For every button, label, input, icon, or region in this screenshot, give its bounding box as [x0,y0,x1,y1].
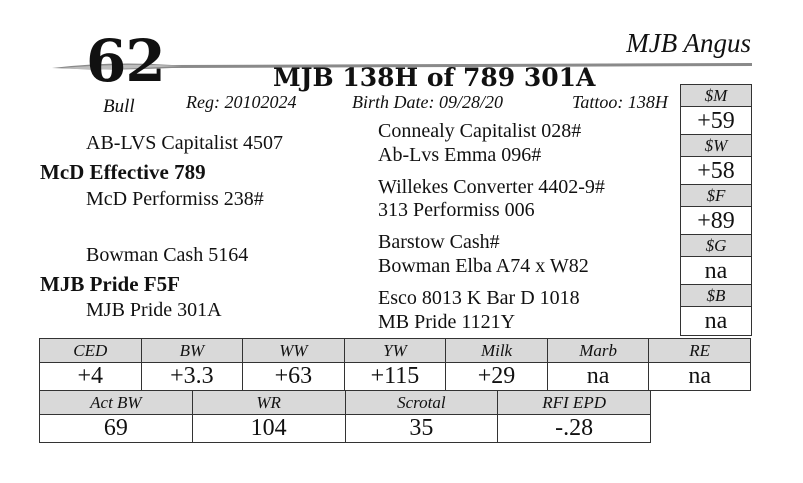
index-label-b: $B [681,285,751,307]
actual-label-scrotal: Scrotal [345,391,498,415]
index-value-b: na [704,308,728,334]
pedigree-dam-sire-dam: Bowman Elba A74 x W82 [378,255,589,277]
actual-header-row [40,391,651,415]
epd-header-row [40,339,751,363]
index-value-w: +58 [681,157,751,185]
index-label-w: $W [681,135,751,157]
epd-label-milk: Milk [446,339,548,363]
epd-label-ww: WW [243,339,345,363]
epd-value-marb: na [547,363,649,391]
epd-table-actual [39,390,651,443]
epd-value-bw: +3.3 [141,363,243,391]
registration-number: Reg: 20102024 [186,92,297,112]
actual-value-act-bw: 69 [40,415,193,443]
pedigree-dam: MJB Pride F5F [40,272,180,296]
index-label-f: $F [681,185,751,207]
pedigree-dam-sire: Bowman Cash 5164 [86,244,249,266]
epd-label-marb: Marb [547,339,649,363]
index-label-m: $M [681,85,751,107]
pedigree-sire: McD Effective 789 [40,160,206,184]
pedigree-sire-sire-dam: Ab-Lvs Emma 096# [378,144,542,166]
epd-label-ced: CED [40,339,142,363]
pedigree-sire-sire-sire: Connealy Capitalist 028# [378,120,582,142]
actual-value-rfi-epd: -.28 [498,415,651,443]
animal-sex: Bull [103,96,135,117]
epd-table-main [39,338,751,391]
pedigree-dam-sire-sire: Barstow Cash# [378,231,500,253]
pedigree-sire-dam-dam: 313 Performiss 006 [378,199,535,221]
lot-number: 62 [86,27,165,95]
epd-value-yw: +115 [344,363,446,391]
index-label-g: $G [681,235,751,257]
pedigree-sire-dam-sire: Willekes Converter 4402-9# [378,176,605,198]
epd-value-ced: +4 [40,363,142,391]
index-value-m: +59 [681,107,751,135]
pedigree-dam-dam-sire: Esco 8013 K Bar D 1018 [378,287,580,309]
epd-value-milk: +29 [446,363,548,391]
actual-label-wr: WR [192,391,345,415]
breeder-name: MJB Angus [626,28,751,58]
epd-label-yw: YW [344,339,446,363]
actual-label-act-bw: Act BW [40,391,193,415]
actual-label-rfi-epd: RFI EPD [498,391,651,415]
pedigree-sire-dam: McD Performiss 238# [86,188,264,210]
actual-value-row [40,415,651,443]
epd-value-row [40,363,751,391]
birth-date: Birth Date: 09/28/20 [352,92,503,112]
pedigree-dam-dam-dam: MB Pride 1121Y [378,311,516,333]
dollar-index-table [680,84,752,336]
actual-value-scrotal: 35 [345,415,498,443]
tattoo: Tattoo: 138H [572,92,668,112]
actual-value-wr: 104 [192,415,345,443]
pedigree-sire-sire: AB-LVS Capitalist 4507 [86,132,284,154]
epd-value-ww: +63 [243,363,345,391]
pedigree-dam-dam: MJB Pride 301A [86,299,222,321]
epd-label-re: RE [649,339,751,363]
animal-name: MJB 138H of 789 301A [273,63,596,92]
index-value-g: na [681,257,751,285]
epd-value-re: na [649,363,751,391]
epd-label-bw: BW [141,339,243,363]
index-value-f: +89 [681,207,751,235]
